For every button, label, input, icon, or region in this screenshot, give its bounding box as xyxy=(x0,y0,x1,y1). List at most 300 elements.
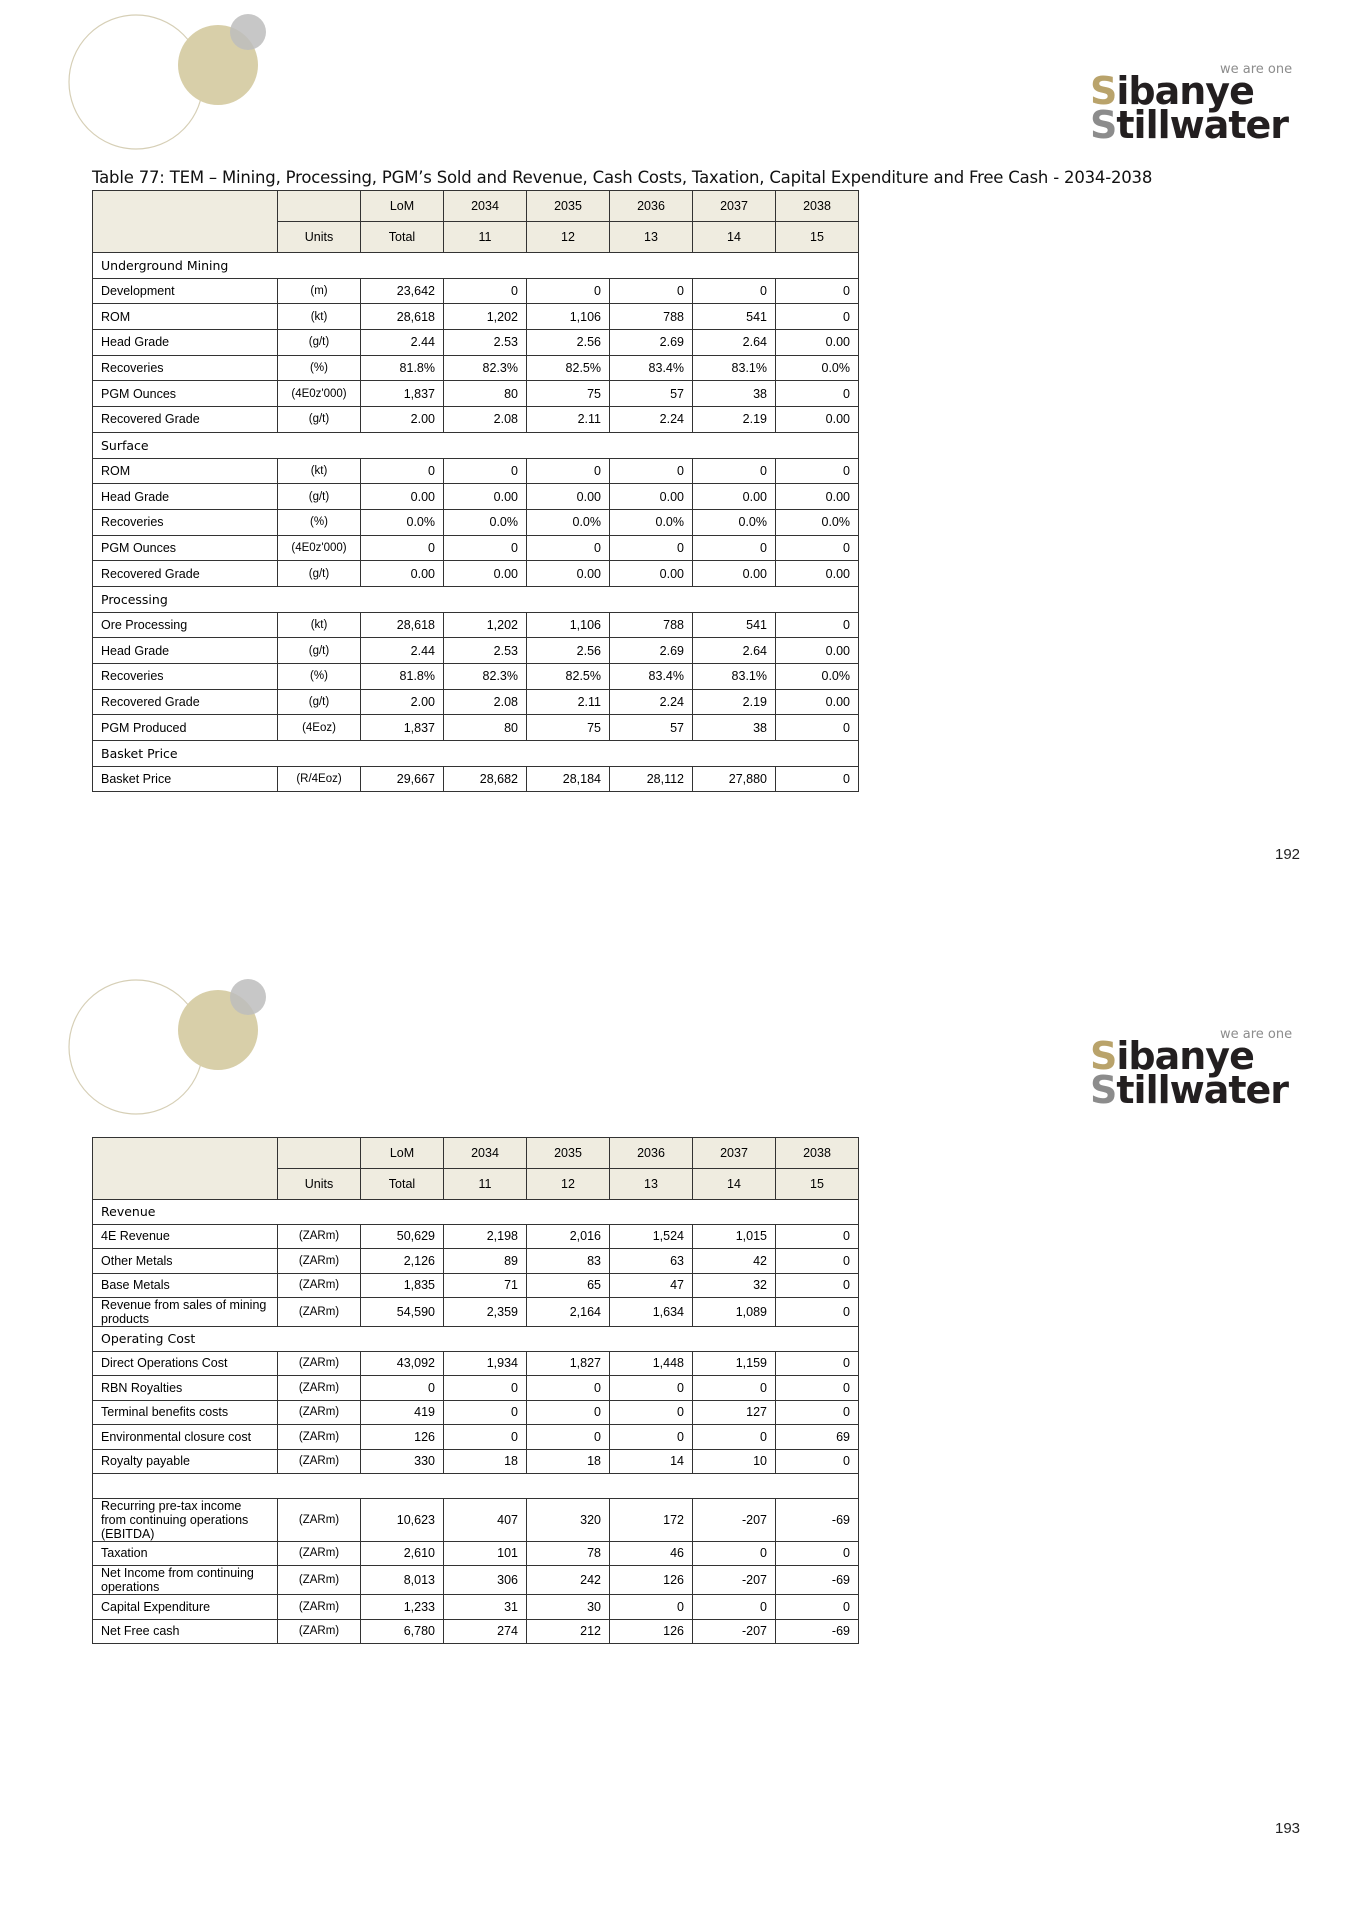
row-value: 38 xyxy=(693,381,776,407)
row-unit: (g/t) xyxy=(278,561,361,587)
column-subheader: 15 xyxy=(776,1169,859,1200)
row-label: PGM Ounces xyxy=(93,381,278,407)
row-value: 89 xyxy=(444,1249,527,1274)
row-label: Base Metals xyxy=(93,1273,278,1298)
row-value: 0 xyxy=(527,458,610,484)
section-header-row xyxy=(93,741,859,767)
row-value: 2.00 xyxy=(361,689,444,715)
table-row xyxy=(93,484,859,510)
row-value: 18 xyxy=(527,1449,610,1474)
row-value: 0 xyxy=(776,1298,859,1327)
row-value: 83 xyxy=(527,1249,610,1274)
row-value: 28,682 xyxy=(444,766,527,792)
header-blank-cell xyxy=(93,191,278,253)
row-value: 2.69 xyxy=(610,638,693,664)
row-value: 2,126 xyxy=(361,1249,444,1274)
tem-mining-table xyxy=(92,190,859,792)
row-value: 1,835 xyxy=(361,1273,444,1298)
column-subheader: 15 xyxy=(776,222,859,253)
row-value: 788 xyxy=(610,304,693,330)
row-value: 126 xyxy=(610,1619,693,1644)
row-value: 0 xyxy=(693,458,776,484)
column-subheader: Total xyxy=(361,222,444,253)
row-value: 0.00 xyxy=(776,638,859,664)
row-label: Net Income from continuing operations xyxy=(93,1566,278,1595)
row-value: 0 xyxy=(610,458,693,484)
row-value: 32 xyxy=(693,1273,776,1298)
row-value: 0 xyxy=(361,535,444,561)
row-value: 46 xyxy=(610,1541,693,1566)
row-unit: (ZARm) xyxy=(278,1566,361,1595)
row-value: 0 xyxy=(776,1351,859,1376)
table-row xyxy=(93,1224,859,1249)
row-unit: (ZARm) xyxy=(278,1400,361,1425)
row-label: Head Grade xyxy=(93,638,278,664)
section-title: Surface xyxy=(93,432,859,458)
column-header: 2038 xyxy=(776,1138,859,1169)
row-value: 2.56 xyxy=(527,638,610,664)
row-value: 1,159 xyxy=(693,1351,776,1376)
row-value: 82.5% xyxy=(527,355,610,381)
column-header: LoM xyxy=(361,191,444,222)
column-header: 2037 xyxy=(693,1138,776,1169)
row-value: 2.69 xyxy=(610,330,693,356)
row-value: 2,016 xyxy=(527,1224,610,1249)
row-value: 57 xyxy=(610,715,693,741)
row-value: 1,837 xyxy=(361,381,444,407)
row-value: 2,198 xyxy=(444,1224,527,1249)
row-unit: (ZARm) xyxy=(278,1273,361,1298)
row-unit: (R/4Eoz) xyxy=(278,766,361,792)
row-value: 28,184 xyxy=(527,766,610,792)
table-row xyxy=(93,612,859,638)
row-value: 0 xyxy=(444,1400,527,1425)
tem-financial-table xyxy=(92,1137,859,1644)
row-value: 57 xyxy=(610,381,693,407)
row-value: 127 xyxy=(693,1400,776,1425)
row-value: 788 xyxy=(610,612,693,638)
column-subheader: 14 xyxy=(693,1169,776,1200)
row-value: 2.64 xyxy=(693,638,776,664)
row-value: 0 xyxy=(361,1376,444,1401)
section-header-row xyxy=(93,1200,859,1225)
row-value: 2.19 xyxy=(693,407,776,433)
row-value: 81.8% xyxy=(361,664,444,690)
row-value: 69 xyxy=(776,1425,859,1450)
row-value: 2,359 xyxy=(444,1298,527,1327)
row-label: Development xyxy=(93,278,278,304)
row-value: 2,164 xyxy=(527,1298,610,1327)
row-value: 0.0% xyxy=(776,355,859,381)
row-label: ROM xyxy=(93,304,278,330)
table-row xyxy=(93,1541,859,1566)
row-value: 0.00 xyxy=(610,484,693,510)
row-unit: (g/t) xyxy=(278,689,361,715)
row-value: 18 xyxy=(444,1449,527,1474)
section-title: Underground Mining xyxy=(93,253,859,279)
row-value: 0.0% xyxy=(527,509,610,535)
row-value: 23,642 xyxy=(361,278,444,304)
row-value: -69 xyxy=(776,1566,859,1595)
row-value: 2.19 xyxy=(693,689,776,715)
row-label: Net Free cash xyxy=(93,1619,278,1644)
column-subheader: 13 xyxy=(610,1169,693,1200)
header-row-years xyxy=(93,1138,859,1169)
row-value: 2.53 xyxy=(444,638,527,664)
row-label: Recovered Grade xyxy=(93,407,278,433)
page-number: 193 xyxy=(1275,1820,1301,1837)
row-value: 1,634 xyxy=(610,1298,693,1327)
row-value: 50,629 xyxy=(361,1224,444,1249)
section-title: Basket Price xyxy=(93,741,859,767)
row-unit: (4E0z'000) xyxy=(278,535,361,561)
row-unit: (kt) xyxy=(278,458,361,484)
table-row xyxy=(93,304,859,330)
row-unit: (ZARm) xyxy=(278,1351,361,1376)
row-value: 0 xyxy=(527,1376,610,1401)
decorative-circles-graphic xyxy=(68,977,268,1127)
row-value: 42 xyxy=(693,1249,776,1274)
row-value: 30 xyxy=(527,1595,610,1620)
row-value: 0 xyxy=(444,1376,527,1401)
units-header: Units xyxy=(278,222,361,253)
row-unit: (ZARm) xyxy=(278,1449,361,1474)
logo-tagline: we are one xyxy=(1220,1027,1293,1042)
row-label: Revenue from sales of mining products xyxy=(93,1298,278,1327)
row-value: 320 xyxy=(527,1498,610,1541)
sibanye-stillwater-logo xyxy=(1090,1017,1310,1112)
row-value: 83.1% xyxy=(693,664,776,690)
table-row xyxy=(93,1425,859,1450)
row-value: 0.00 xyxy=(776,330,859,356)
column-subheader: 11 xyxy=(444,222,527,253)
row-value: 0 xyxy=(776,278,859,304)
row-value: 0 xyxy=(776,1541,859,1566)
row-value: 407 xyxy=(444,1498,527,1541)
section-title xyxy=(93,1474,859,1499)
row-value: 0 xyxy=(527,1400,610,1425)
row-value: 0.00 xyxy=(361,484,444,510)
row-value: 2.08 xyxy=(444,407,527,433)
row-value: 0.00 xyxy=(776,484,859,510)
row-value: 541 xyxy=(693,304,776,330)
row-value: 1,524 xyxy=(610,1224,693,1249)
row-label: Recovered Grade xyxy=(93,561,278,587)
row-value: 0 xyxy=(610,278,693,304)
row-value: 0.00 xyxy=(527,484,610,510)
row-value: 0 xyxy=(776,1224,859,1249)
row-value: 0 xyxy=(693,1595,776,1620)
row-value: 330 xyxy=(361,1449,444,1474)
row-value: 1,827 xyxy=(527,1351,610,1376)
logo-wordmark: Sibanye Stillwater xyxy=(1090,69,1289,147)
row-label: Recoveries xyxy=(93,664,278,690)
row-value: 0 xyxy=(527,535,610,561)
row-label: Capital Expenditure xyxy=(93,1595,278,1620)
row-label: Head Grade xyxy=(93,330,278,356)
table-row xyxy=(93,330,859,356)
row-value: 0.00 xyxy=(776,407,859,433)
table-row xyxy=(93,1376,859,1401)
row-value: 541 xyxy=(693,612,776,638)
row-value: 0 xyxy=(776,1376,859,1401)
row-label: ROM xyxy=(93,458,278,484)
table-row xyxy=(93,355,859,381)
table-row xyxy=(93,407,859,433)
row-value: 0.00 xyxy=(693,561,776,587)
row-value: 0.00 xyxy=(610,561,693,587)
column-subheader: 12 xyxy=(527,222,610,253)
row-value: 1,202 xyxy=(444,612,527,638)
row-value: 1,106 xyxy=(527,304,610,330)
row-unit: (ZARm) xyxy=(278,1498,361,1541)
column-header: 2036 xyxy=(610,191,693,222)
table-row xyxy=(93,381,859,407)
row-unit: (ZARm) xyxy=(278,1595,361,1620)
row-value: 10,623 xyxy=(361,1498,444,1541)
row-value: 306 xyxy=(444,1566,527,1595)
header-blank-unit-cell xyxy=(278,1138,361,1169)
row-value: 0 xyxy=(776,766,859,792)
row-label: Head Grade xyxy=(93,484,278,510)
row-value: 0 xyxy=(776,1249,859,1274)
header-blank-cell xyxy=(93,1138,278,1200)
table-row xyxy=(93,509,859,535)
row-value: 2.53 xyxy=(444,330,527,356)
row-value: 1,089 xyxy=(693,1298,776,1327)
row-unit: (4E0z'000) xyxy=(278,381,361,407)
row-unit: (%) xyxy=(278,664,361,690)
table-row xyxy=(93,1351,859,1376)
section-header-row xyxy=(93,1327,859,1352)
table-row xyxy=(93,1249,859,1274)
row-unit: (ZARm) xyxy=(278,1376,361,1401)
row-value: 0 xyxy=(693,1541,776,1566)
row-value: 10 xyxy=(693,1449,776,1474)
row-value: 82.3% xyxy=(444,355,527,381)
row-value: 0.0% xyxy=(444,509,527,535)
header-row-years xyxy=(93,191,859,222)
row-value: 14 xyxy=(610,1449,693,1474)
row-value: -207 xyxy=(693,1566,776,1595)
row-value: 83.4% xyxy=(610,664,693,690)
row-value: 0 xyxy=(776,1400,859,1425)
row-value: 126 xyxy=(610,1566,693,1595)
row-value: 2.24 xyxy=(610,689,693,715)
row-unit: (ZARm) xyxy=(278,1249,361,1274)
table-row xyxy=(93,1498,859,1541)
row-unit: (%) xyxy=(278,355,361,381)
row-value: 28,618 xyxy=(361,304,444,330)
table-row xyxy=(93,1595,859,1620)
logo-tagline: we are one xyxy=(1220,62,1293,77)
row-value: 274 xyxy=(444,1619,527,1644)
column-subheader: 11 xyxy=(444,1169,527,1200)
logo-wordmark: Sibanye Stillwater xyxy=(1090,1034,1289,1112)
row-unit: (g/t) xyxy=(278,407,361,433)
row-value: 0.00 xyxy=(444,561,527,587)
row-value: 101 xyxy=(444,1541,527,1566)
row-unit: (ZARm) xyxy=(278,1298,361,1327)
row-value: 2.44 xyxy=(361,330,444,356)
row-value: 0 xyxy=(776,1273,859,1298)
row-unit: (4Eoz) xyxy=(278,715,361,741)
row-value: 2.11 xyxy=(527,407,610,433)
row-value: 0 xyxy=(693,535,776,561)
row-value: 0 xyxy=(693,1376,776,1401)
row-value: 0 xyxy=(610,1376,693,1401)
row-value: 0 xyxy=(776,381,859,407)
row-value: 0.0% xyxy=(693,509,776,535)
section-title: Processing xyxy=(93,586,859,612)
row-value: 8,013 xyxy=(361,1566,444,1595)
row-value: 75 xyxy=(527,381,610,407)
row-value: 83.1% xyxy=(693,355,776,381)
row-value: 82.5% xyxy=(527,664,610,690)
row-value: -207 xyxy=(693,1619,776,1644)
row-value: 0.0% xyxy=(776,664,859,690)
row-value: 65 xyxy=(527,1273,610,1298)
row-label: RBN Royalties xyxy=(93,1376,278,1401)
row-label: Recoveries xyxy=(93,509,278,535)
table-row xyxy=(93,766,859,792)
row-label: Royalty payable xyxy=(93,1449,278,1474)
row-value: 0.00 xyxy=(527,561,610,587)
row-value: 0.00 xyxy=(693,484,776,510)
row-value: 0 xyxy=(776,612,859,638)
table-row xyxy=(93,1273,859,1298)
column-header: 2035 xyxy=(527,191,610,222)
row-label: Recoveries xyxy=(93,355,278,381)
row-value: 2.24 xyxy=(610,407,693,433)
row-value: 1,202 xyxy=(444,304,527,330)
row-value: 0 xyxy=(693,278,776,304)
row-label: Other Metals xyxy=(93,1249,278,1274)
row-value: 0.0% xyxy=(610,509,693,535)
units-header: Units xyxy=(278,1169,361,1200)
row-label: Basket Price xyxy=(93,766,278,792)
row-value: 2.64 xyxy=(693,330,776,356)
row-value: 0 xyxy=(610,535,693,561)
table-caption: Table 77: TEM – Mining, Processing, PGM’s Sold and Revenue, Cash Costs, Taxation, Capital Expenditure and Free Cash - 2034-2038 xyxy=(92,168,1153,187)
row-value: 0 xyxy=(776,535,859,561)
table-row xyxy=(93,715,859,741)
row-value: 0 xyxy=(444,278,527,304)
row-label: PGM Produced xyxy=(93,715,278,741)
table-row xyxy=(93,1619,859,1644)
row-value: 54,590 xyxy=(361,1298,444,1327)
row-value: 1,448 xyxy=(610,1351,693,1376)
row-value: -69 xyxy=(776,1619,859,1644)
row-value: 28,112 xyxy=(610,766,693,792)
row-value: 80 xyxy=(444,715,527,741)
column-header: 2035 xyxy=(527,1138,610,1169)
row-value: 75 xyxy=(527,715,610,741)
row-value: 0.00 xyxy=(444,484,527,510)
row-value: 43,092 xyxy=(361,1351,444,1376)
row-value: 0 xyxy=(776,304,859,330)
row-value: 0 xyxy=(444,1425,527,1450)
column-header: 2034 xyxy=(444,191,527,222)
row-value: 6,780 xyxy=(361,1619,444,1644)
row-value: 28,618 xyxy=(361,612,444,638)
row-value: 2.08 xyxy=(444,689,527,715)
row-label: PGM Ounces xyxy=(93,535,278,561)
row-value: 0 xyxy=(776,458,859,484)
decorative-circles-graphic xyxy=(68,12,268,162)
row-value: 2.56 xyxy=(527,330,610,356)
page-number: 192 xyxy=(1275,846,1301,863)
section-header-row xyxy=(93,253,859,279)
row-value: 1,934 xyxy=(444,1351,527,1376)
row-value: 242 xyxy=(527,1566,610,1595)
row-unit: (g/t) xyxy=(278,330,361,356)
row-value: 2.00 xyxy=(361,407,444,433)
row-label: 4E Revenue xyxy=(93,1224,278,1249)
row-unit: (%) xyxy=(278,509,361,535)
row-unit: (kt) xyxy=(278,612,361,638)
row-unit: (ZARm) xyxy=(278,1425,361,1450)
row-value: 1,837 xyxy=(361,715,444,741)
table-row xyxy=(93,278,859,304)
row-label: Taxation xyxy=(93,1541,278,1566)
row-unit: (ZARm) xyxy=(278,1224,361,1249)
row-value: 0 xyxy=(776,1449,859,1474)
row-value: 0 xyxy=(776,1595,859,1620)
row-value: 212 xyxy=(527,1619,610,1644)
column-header: 2036 xyxy=(610,1138,693,1169)
table-row xyxy=(93,638,859,664)
row-value: 31 xyxy=(444,1595,527,1620)
column-header: 2037 xyxy=(693,191,776,222)
row-value: 0 xyxy=(610,1400,693,1425)
row-value: 0 xyxy=(693,1425,776,1450)
row-value: 78 xyxy=(527,1541,610,1566)
row-label: Direct Operations Cost xyxy=(93,1351,278,1376)
column-subheader: 14 xyxy=(693,222,776,253)
table-row xyxy=(93,1449,859,1474)
section-title: Operating Cost xyxy=(93,1327,859,1352)
column-header: LoM xyxy=(361,1138,444,1169)
row-value: 0 xyxy=(610,1595,693,1620)
row-value: 83.4% xyxy=(610,355,693,381)
row-label: Recurring pre-tax income from continuing operations (EBITDA) xyxy=(93,1498,278,1541)
row-unit: (ZARm) xyxy=(278,1619,361,1644)
header-blank-unit-cell xyxy=(278,191,361,222)
row-label: Ore Processing xyxy=(93,612,278,638)
row-value: 126 xyxy=(361,1425,444,1450)
row-value: 27,880 xyxy=(693,766,776,792)
row-value: 0.00 xyxy=(776,561,859,587)
row-value: 1,015 xyxy=(693,1224,776,1249)
table-row xyxy=(93,664,859,690)
row-value: 2,610 xyxy=(361,1541,444,1566)
section-header-row xyxy=(93,1474,859,1499)
table-row xyxy=(93,1400,859,1425)
table-row xyxy=(93,535,859,561)
table-row xyxy=(93,689,859,715)
row-label: Terminal benefits costs xyxy=(93,1400,278,1425)
row-value: 82.3% xyxy=(444,664,527,690)
column-header: 2038 xyxy=(776,191,859,222)
section-header-row xyxy=(93,432,859,458)
page-193 xyxy=(0,965,1365,1930)
row-value: 71 xyxy=(444,1273,527,1298)
row-value: 0 xyxy=(527,1425,610,1450)
section-title: Revenue xyxy=(93,1200,859,1225)
row-value: 0 xyxy=(610,1425,693,1450)
row-value: 0.0% xyxy=(361,509,444,535)
